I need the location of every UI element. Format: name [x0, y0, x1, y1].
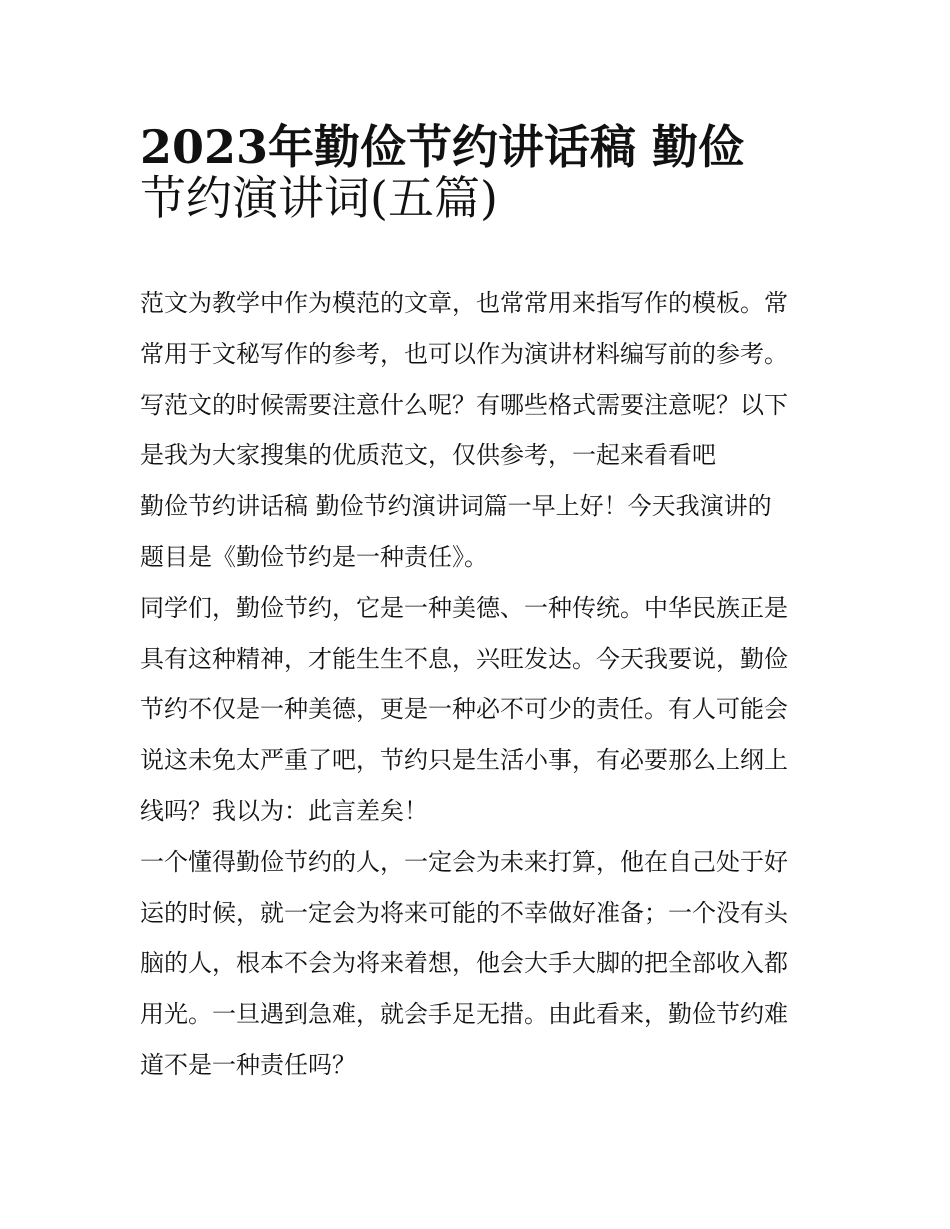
text-line: 脑的人，根本不会为将来着想，他会大手大脚的把全部收入都: [140, 949, 788, 978]
text-line: 范文为教学中作为模范的文章，也常常用来指写作的模板。常: [140, 289, 788, 317]
paragraph-speech-heading: [140, 481, 820, 583]
document-title: [140, 115, 820, 231]
text-line: 一个懂得勤俭节约的人，一定会为未来打算，他在自己处于好: [140, 847, 788, 876]
text-line: 线吗？我以为：此言差矣！: [140, 796, 428, 825]
title-line-2: 节约演讲词(五篇): [140, 170, 498, 225]
text-line: 是我为大家搜集的优质范文，仅供参考，一起来看看吧: [140, 441, 716, 470]
document-body: [140, 278, 820, 1091]
paragraph-responsibility: [140, 837, 820, 1091]
text-line: 常用于文秘写作的参考，也可以作为演讲材料编写前的参考。: [140, 339, 788, 368]
paragraph-intro: [140, 278, 820, 481]
text-line: 具有这种精神，才能生生不息，兴旺发达。今天我要说，勤俭: [140, 644, 788, 673]
title-line-1: 2023年勤俭节约讲话稿 勤俭: [140, 120, 745, 174]
text-line: 说这未免太严重了吧，节约只是生活小事，有必要那么上纲上: [140, 746, 788, 775]
text-line: 写范文的时候需要注意什么呢？有哪些格式需要注意呢？以下: [140, 390, 788, 419]
text-line: 道不是一种责任吗？: [140, 1050, 356, 1079]
text-line: 用光。一旦遇到急难，就会手足无措。由此看来，勤俭节约难: [140, 1000, 788, 1029]
text-line: 节约不仅是一种美德，更是一种必不可少的责任。有人可能会: [140, 695, 788, 724]
text-line: 运的时候，就一定会为将来可能的不幸做好准备；一个没有头: [140, 898, 788, 927]
text-line: 同学们，勤俭节约，它是一种美德、一种传统。中华民族正是: [140, 593, 788, 622]
text-line: 勤俭节约讲话稿 勤俭节约演讲词篇一早上好！今天我演讲的: [140, 492, 772, 521]
paragraph-virtue: [140, 583, 820, 837]
text-line: 题目是《勤俭节约是一种责任》。: [140, 542, 488, 571]
